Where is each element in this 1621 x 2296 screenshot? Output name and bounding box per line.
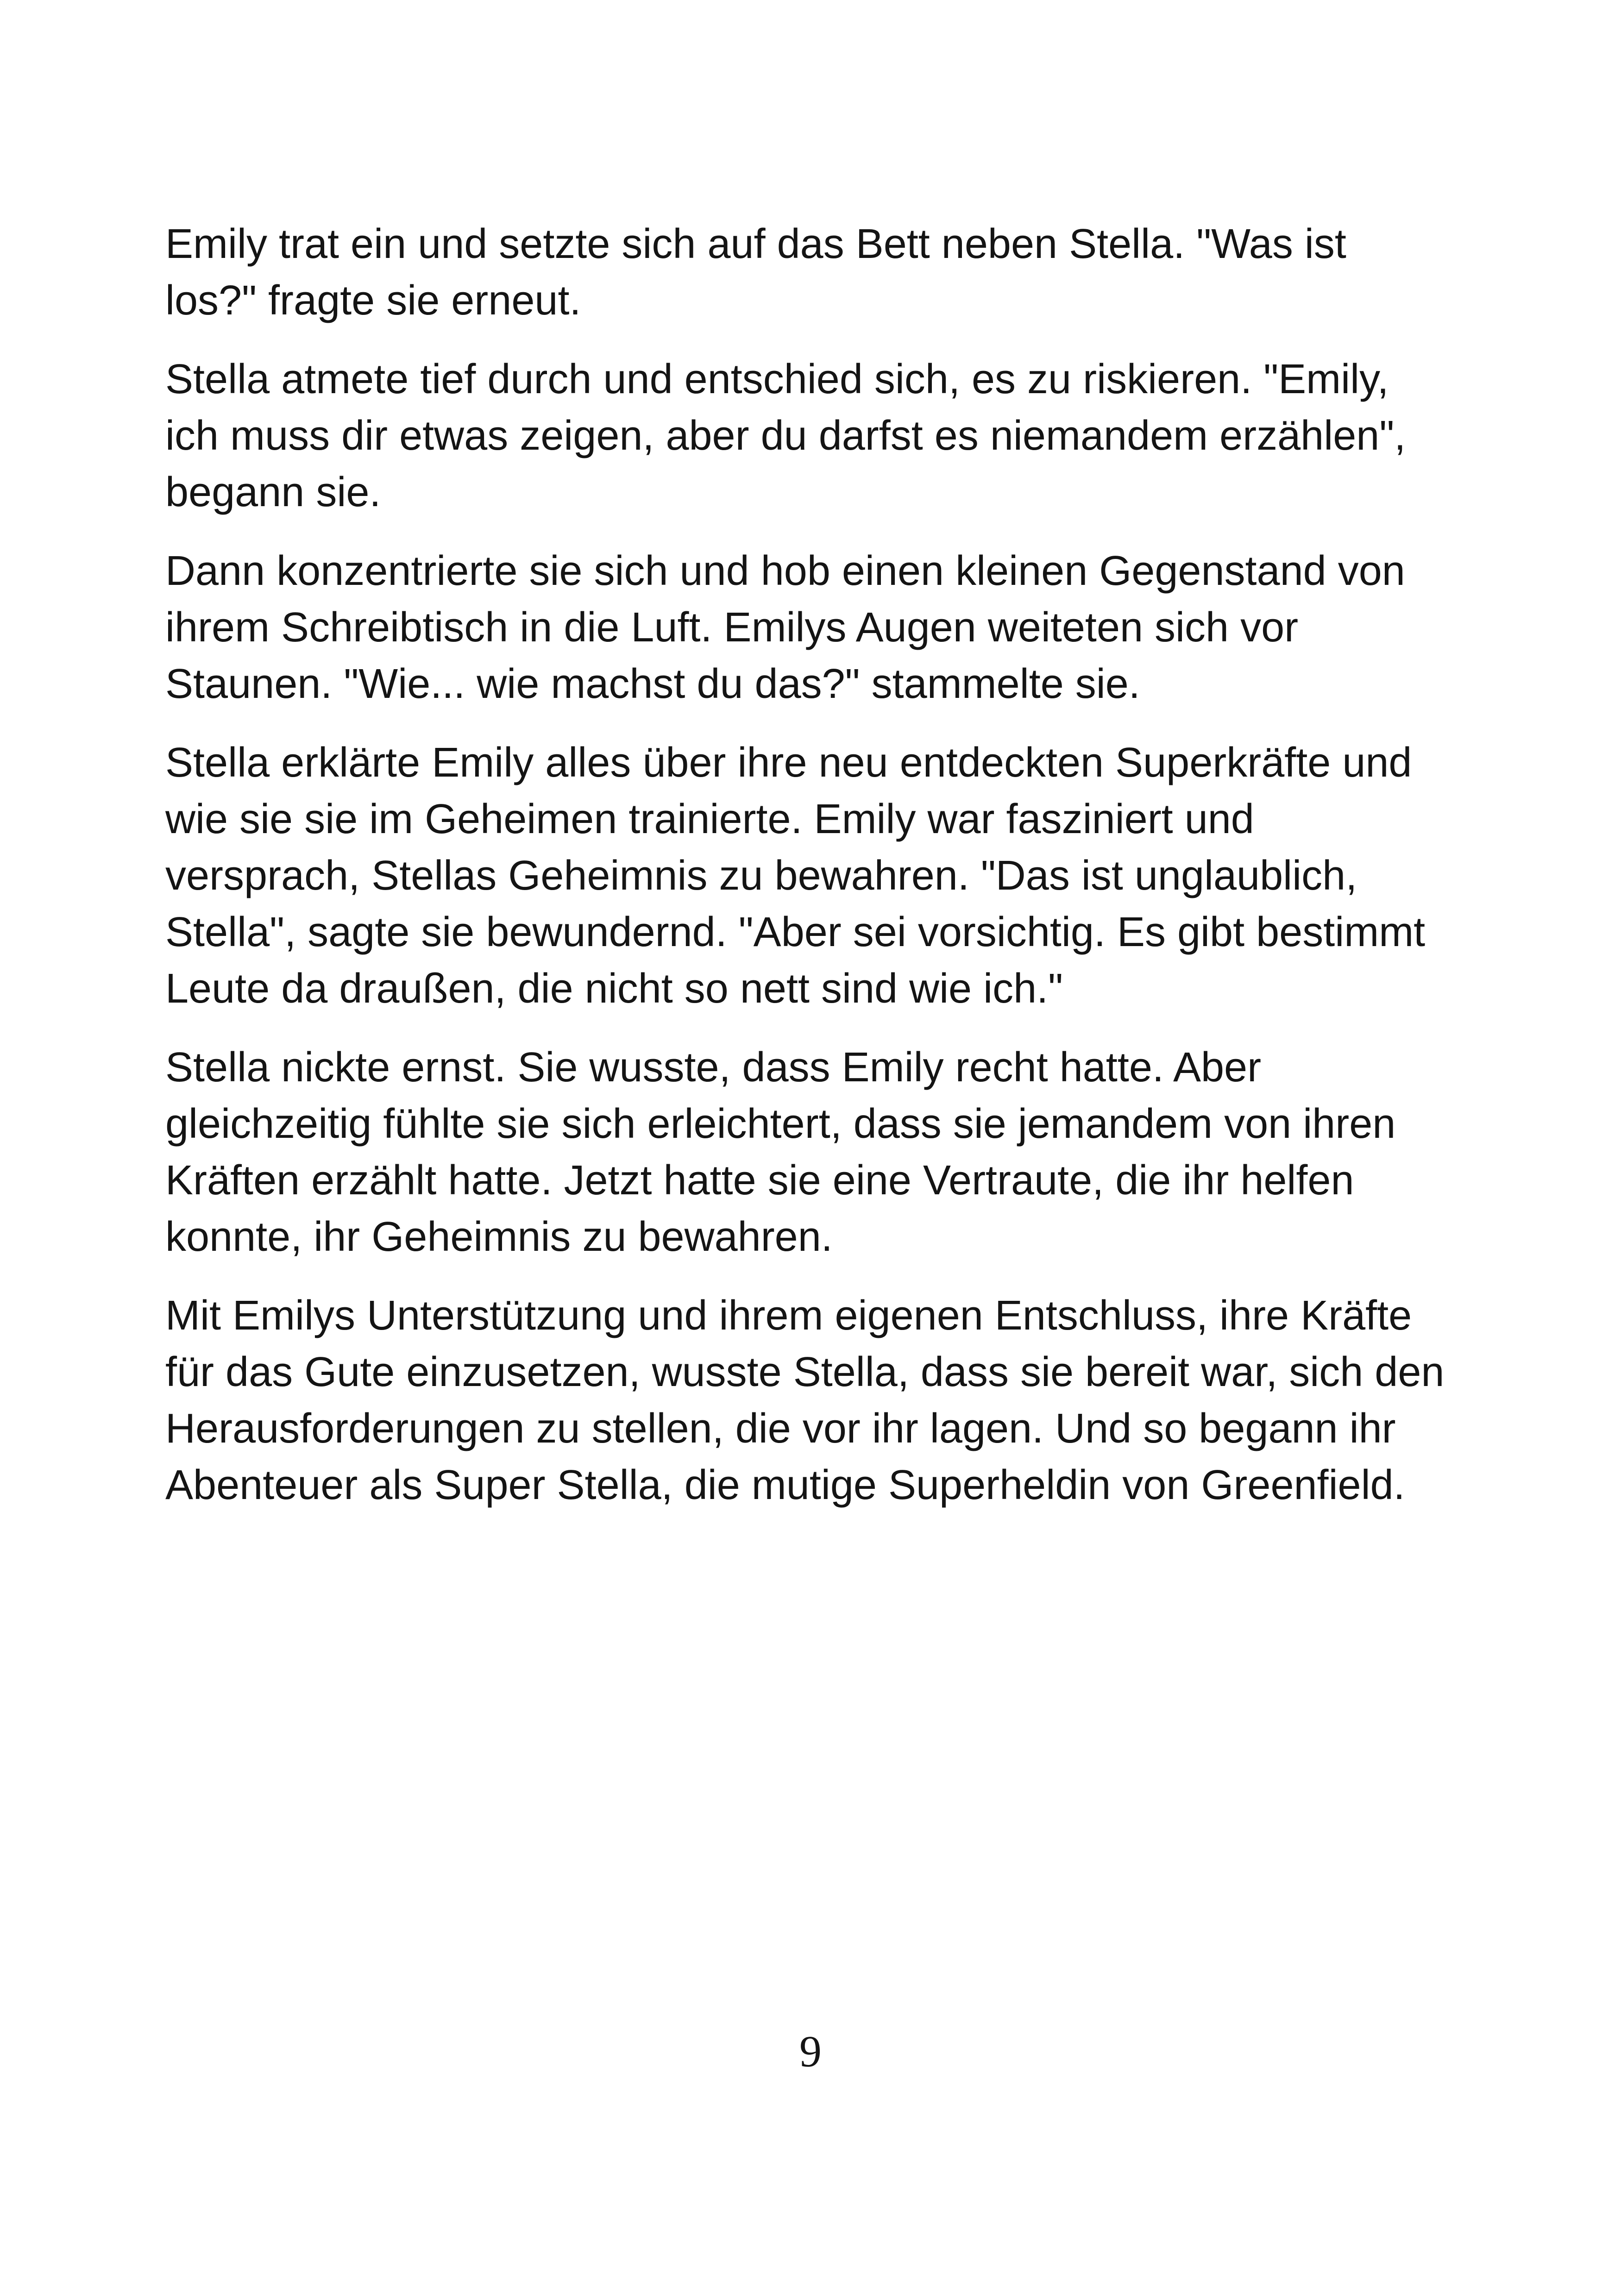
paragraph-2: Stella atmete tief durch und entschied sich, es zu riskieren. "Emily, ich muss dir etwas zeigen, aber du darfst es niemandem erzählen", begann sie. <box>165 356 1406 515</box>
page-number: 9 <box>799 2026 822 2076</box>
story-text <box>165 216 1490 1536</box>
paragraph-4: Stella erklärte Emily alles über ihre neu entdeckten Superkräfte und wie sie sie im Geheimen trainierte. Emily war fasziniert und versprach, Stellas Geheimnis zu bewahren. "Das ist unglaublich, Stella", sagte sie bewundernd. "Aber sei vorsichtig. Es gibt bestimmt Leute da draußen, die nicht so nett sind wie ich." <box>165 740 1426 1012</box>
paragraph-5: Stella nickte ernst. Sie wusste, dass Emily recht hatte. Aber gleichzeitig fühlte sie sich erleichtert, dass sie jemandem von ihren Kräften erzählt hatte. Jetzt hatte sie eine Vertraute, die ihr helfen konnte, ihr Geheimnis zu bewahren. <box>165 1044 1396 1260</box>
paragraph-6: Mit Emilys Unterstützung und ihrem eigenen Entschluss, ihre Kräfte für das Gute einzusetzen, wusste Stella, dass sie bereit war, sich den Herausforderungen zu stellen, die vor ihr lagen. Und so begann ihr Abenteuer als Super Stella, die mutige Superheldin von Greenfield. <box>165 1292 1445 1508</box>
paragraph-1: Emily trat ein und setzte sich auf das Bett neben Stella. "Was ist los?" fragte sie erneut. <box>165 221 1346 324</box>
paragraph-3: Dann konzentrierte sie sich und hob einen kleinen Gegenstand von ihrem Schreibtisch in die Luft. Emilys Augen weiteten sich vor Staunen. "Wie... wie machst du das?" stammelte sie. <box>165 548 1405 707</box>
